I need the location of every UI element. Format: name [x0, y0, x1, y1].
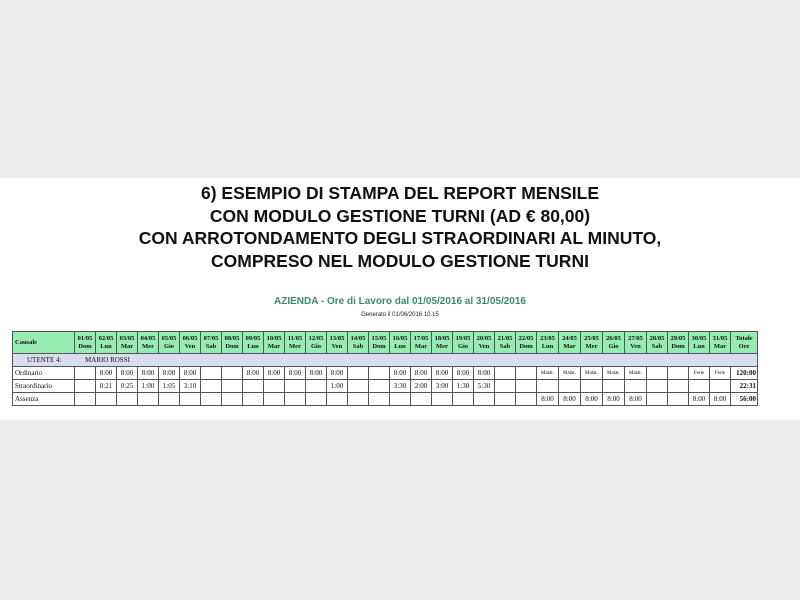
column-header-day: [537, 332, 559, 354]
day-date: 27/05: [628, 334, 643, 342]
table-cell: 0:21: [96, 380, 117, 393]
day-date: 09/05: [245, 334, 261, 342]
table-cell: [159, 393, 180, 406]
table-cell: 8:00: [306, 367, 327, 380]
table-cell: [96, 393, 117, 406]
day-date: 18/05: [434, 334, 450, 342]
day-date: 28/05: [649, 334, 665, 342]
day-weekday: Mar: [563, 342, 576, 350]
heading-line: 6) ESEMPIO DI STAMPA DEL REPORT MENSILE: [200, 183, 599, 203]
table-row: [13, 393, 758, 406]
column-header-day: [369, 332, 390, 354]
column-header-day: [264, 332, 285, 354]
table-cell: 3:30: [390, 380, 411, 393]
column-header-day: [75, 332, 96, 354]
table-cell: Ferie: [689, 367, 710, 380]
total-label: Ore: [738, 342, 750, 350]
table-cell: [516, 367, 537, 380]
day-date: 02/05: [98, 334, 114, 342]
table-cell: [369, 380, 390, 393]
page-heading: [0, 182, 800, 272]
day-weekday: Dom: [671, 342, 685, 350]
table-cell: 8:00: [603, 393, 625, 406]
row-label: Assenza: [13, 393, 75, 406]
table-cell: [222, 367, 243, 380]
column-header-day: [327, 332, 348, 354]
column-header-day: [180, 332, 201, 354]
table-cell: Malat.: [581, 367, 603, 380]
table-cell: [537, 380, 559, 393]
day-weekday: Lun: [541, 342, 554, 350]
slide-page: [0, 178, 800, 420]
day-weekday: Gio: [608, 342, 619, 350]
row-total: 22:31: [731, 380, 758, 393]
day-date: 07/05: [203, 334, 219, 342]
table-cell: [453, 393, 474, 406]
table-cell: 1:00: [138, 380, 159, 393]
column-header-day: [516, 332, 537, 354]
column-header-day: [689, 332, 710, 354]
column-header-day: [201, 332, 222, 354]
table-cell: [603, 380, 625, 393]
day-weekday: Lun: [247, 342, 259, 350]
day-weekday: Mer: [436, 342, 448, 350]
day-date: 14/05: [350, 334, 366, 342]
column-header-day: [625, 332, 647, 354]
day-weekday: Ven: [478, 342, 490, 350]
column-header-day: [117, 332, 138, 354]
column-header-day: [96, 332, 117, 354]
table-cell: [668, 393, 689, 406]
column-header-day: [559, 332, 581, 354]
table-cell: [668, 367, 689, 380]
heading-line: CON ARROTONDAMENTO DEGLI STRAORDINARI AL MINUTO,: [138, 228, 662, 248]
day-date: 30/05: [691, 334, 707, 342]
day-date: 22/05: [518, 334, 534, 342]
day-date: 05/05: [161, 334, 177, 342]
day-weekday: Ven: [331, 342, 343, 350]
table-cell: [559, 380, 581, 393]
day-date: 21/05: [497, 334, 513, 342]
table-cell: 8:00: [390, 367, 411, 380]
table-cell: [285, 393, 306, 406]
day-weekday: Gio: [163, 342, 175, 350]
day-weekday: Sab: [205, 342, 217, 350]
table-cell: [138, 393, 159, 406]
table-cell: [180, 393, 201, 406]
table-cell: 8:00: [581, 393, 603, 406]
day-weekday: Dom: [372, 342, 386, 350]
table-cell: [495, 380, 516, 393]
column-header-day: [243, 332, 264, 354]
total-label: Totale: [735, 334, 753, 342]
table-cell: Malat.: [559, 367, 581, 380]
table-cell: [222, 380, 243, 393]
table-cell: 8:00: [474, 367, 495, 380]
column-header-total: [731, 332, 758, 354]
table-cell: [348, 380, 369, 393]
table-cell: Malat.: [625, 367, 647, 380]
day-weekday: Ven: [630, 342, 641, 350]
day-weekday: Gio: [457, 342, 469, 350]
table-cell: [201, 380, 222, 393]
table-cell: [647, 367, 668, 380]
table-row: [13, 380, 758, 393]
heading-line: COMPRESO NEL MODULO GESTIONE TURNI: [211, 250, 589, 271]
day-weekday: Mar: [267, 342, 281, 350]
table-cell: [348, 393, 369, 406]
day-date: 17/05: [413, 334, 429, 342]
column-header-day: [222, 332, 243, 354]
table-cell: [710, 380, 731, 393]
column-header-day: [285, 332, 306, 354]
table-cell: 1:30: [453, 380, 474, 393]
table-cell: [474, 393, 495, 406]
table-cell: [647, 393, 668, 406]
table-cell: [75, 393, 96, 406]
day-weekday: Sab: [499, 342, 511, 350]
table-cell: [201, 393, 222, 406]
table-cell: [432, 393, 453, 406]
day-weekday: Dom: [78, 342, 92, 350]
table-cell: [516, 393, 537, 406]
table-cell: [117, 393, 138, 406]
column-header-day: [411, 332, 432, 354]
row-total: 120:00: [731, 367, 758, 380]
table-cell: [668, 380, 689, 393]
table-cell: [369, 393, 390, 406]
table-cell: [327, 393, 348, 406]
day-date: 24/05: [562, 334, 577, 342]
day-weekday: Sab: [352, 342, 364, 350]
table-cell: [516, 380, 537, 393]
user-cell: [13, 354, 758, 367]
table-cell: 8:00: [327, 367, 348, 380]
table-cell: [306, 380, 327, 393]
table-cell: [243, 393, 264, 406]
table-cell: 8:00: [411, 367, 432, 380]
day-date: 12/05: [308, 334, 324, 342]
table-cell: 0:25: [117, 380, 138, 393]
table-cell: 8:00: [689, 393, 710, 406]
table-cell: 5:30: [474, 380, 495, 393]
table-cell: [348, 367, 369, 380]
day-weekday: Sab: [651, 342, 663, 350]
column-header-day: [390, 332, 411, 354]
table-cell: [243, 380, 264, 393]
day-weekday: Lun: [394, 342, 406, 350]
table-cell: 8:00: [559, 393, 581, 406]
column-header-day: [306, 332, 327, 354]
table-cell: Malat.: [537, 367, 559, 380]
table-cell: [264, 380, 285, 393]
table-cell: [369, 367, 390, 380]
report-title: AZIENDA - Ore di Lavoro dal 01/05/2016 al 31/05/2016: [274, 296, 526, 307]
day-date: 26/05: [606, 334, 621, 342]
column-header-day: [581, 332, 603, 354]
table-cell: 8:00: [96, 367, 117, 380]
column-header-day: [138, 332, 159, 354]
table-cell: 3:00: [432, 380, 453, 393]
table-cell: [75, 380, 96, 393]
day-date: 19/05: [455, 334, 471, 342]
row-total: 56:00: [731, 393, 758, 406]
user-id-label: UTENTE 4:: [27, 355, 62, 364]
table-cell: 8:00: [710, 393, 731, 406]
column-header-day: [159, 332, 180, 354]
column-header-day: [432, 332, 453, 354]
table-cell: 8:00: [180, 367, 201, 380]
table-cell: 8:00: [138, 367, 159, 380]
table-cell: [306, 393, 327, 406]
row-label: Ordinario: [13, 367, 75, 380]
table-cell: 8:00: [625, 393, 647, 406]
table-cell: 3:10: [180, 380, 201, 393]
day-weekday: Mer: [142, 342, 154, 350]
row-label: Straordinario: [13, 380, 75, 393]
table-cell: 8:00: [264, 367, 285, 380]
user-row: [13, 354, 758, 367]
table-cell: [625, 380, 647, 393]
table-cell: [201, 367, 222, 380]
column-header-day: [647, 332, 668, 354]
table-cell: 8:00: [453, 367, 474, 380]
table-cell: 2:00: [411, 380, 432, 393]
day-date: 01/05: [77, 334, 93, 342]
table-cell: [222, 393, 243, 406]
table-row: [13, 367, 758, 380]
column-header-day: [474, 332, 495, 354]
day-weekday: Ven: [184, 342, 196, 350]
day-date: 04/05: [140, 334, 156, 342]
column-header-causale: Causale: [13, 332, 75, 354]
user-name: MARIO ROSSI: [85, 355, 130, 364]
table-cell: 1:05: [159, 380, 180, 393]
report-generated-date: Generato il 01/06/2016 10.15: [361, 312, 439, 318]
table-cell: [285, 380, 306, 393]
table-cell: 8:00: [159, 367, 180, 380]
day-weekday: Mer: [289, 342, 301, 350]
day-date: 31/05: [712, 334, 728, 342]
column-header-day: [348, 332, 369, 354]
table-cell: 1:00: [327, 380, 348, 393]
day-date: 25/05: [584, 334, 599, 342]
table-cell: [390, 393, 411, 406]
day-date: 13/05: [329, 334, 345, 342]
day-weekday: Mar: [713, 342, 727, 350]
table-cell: [689, 380, 710, 393]
day-date: 08/05: [224, 334, 240, 342]
day-date: 29/05: [670, 334, 686, 342]
table-header-row: [13, 332, 758, 354]
day-weekday: Dom: [225, 342, 239, 350]
column-header-day: [603, 332, 625, 354]
table-cell: Malat.: [603, 367, 625, 380]
day-date: 03/05: [119, 334, 135, 342]
heading-line: CON MODULO GESTIONE TURNI (AD € 80,00): [209, 205, 591, 226]
hours-report-table: [12, 331, 758, 406]
day-date: 15/05: [371, 334, 387, 342]
column-header-day: [453, 332, 474, 354]
table-cell: 8:00: [432, 367, 453, 380]
day-weekday: Mer: [585, 342, 598, 350]
table-cell: 8:00: [243, 367, 264, 380]
day-weekday: Lun: [693, 342, 705, 350]
day-weekday: Mar: [414, 342, 428, 350]
table-cell: [581, 380, 603, 393]
day-weekday: Dom: [519, 342, 533, 350]
day-weekday: Gio: [310, 342, 322, 350]
table-cell: [75, 367, 96, 380]
column-header-day: [495, 332, 516, 354]
column-header-day: [710, 332, 731, 354]
day-weekday: Lun: [100, 342, 112, 350]
table-cell: [647, 380, 668, 393]
table-cell: [264, 393, 285, 406]
table-cell: 8:00: [285, 367, 306, 380]
day-date: 23/05: [540, 334, 555, 342]
table-cell: [495, 367, 516, 380]
table-cell: [495, 393, 516, 406]
column-header-day: [668, 332, 689, 354]
day-date: 11/05: [287, 334, 303, 342]
day-date: 20/05: [476, 334, 492, 342]
table-cell: 8:00: [117, 367, 138, 380]
day-date: 10/05: [266, 334, 282, 342]
table-cell: 8:00: [537, 393, 559, 406]
table-cell: [411, 393, 432, 406]
day-date: 16/05: [392, 334, 408, 342]
day-date: 06/05: [182, 334, 198, 342]
day-weekday: Mar: [120, 342, 134, 350]
table-cell: Ferie: [710, 367, 731, 380]
